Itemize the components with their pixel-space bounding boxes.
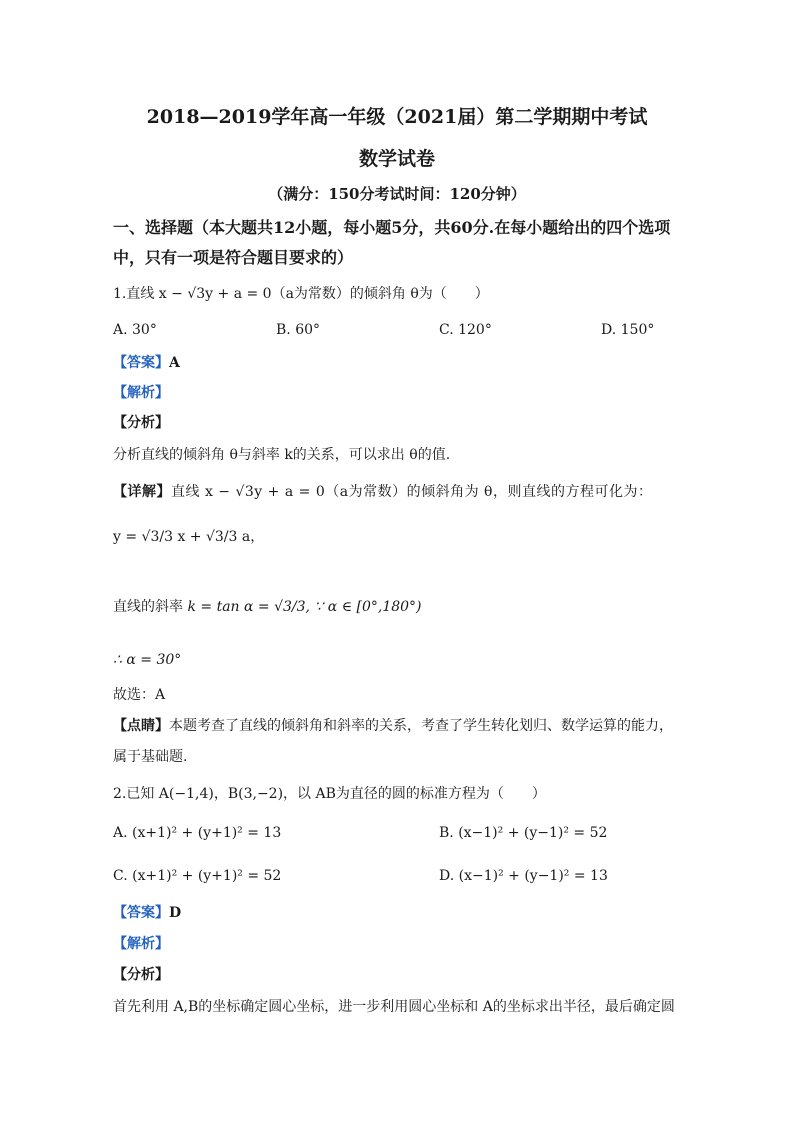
q1-option-c: C. 120° [439, 322, 492, 338]
answer-value: D [169, 905, 182, 921]
q2-stem: 2.已知 A(−1,4)，B(3,−2)，以 AB为直径的圆的标准方程为（ ） [113, 786, 546, 802]
q2-option-a: A. (x+1)² + (y+1)² = 13 [113, 825, 282, 841]
q2-option-c: C. (x+1)² + (y+1)² = 52 [113, 868, 282, 884]
q1-option-a: A. 30° [113, 322, 157, 338]
q1-jiexi-tag: 【解析】 [113, 385, 169, 401]
q1-dianjing-line2: 属于基础题. [113, 749, 188, 765]
section-heading-line1: 一、选择题（本大题共12小题，每小题5分，共60分.在每小题给出的四个选项 [113, 218, 671, 237]
q1-option-d: D. 150° [601, 322, 655, 338]
q2-jiexi-tag: 【解析】 [113, 936, 169, 952]
q2-fenxi-text: 首先利用 A,B的坐标确定圆心坐标，进一步利用圆心坐标和 A的坐标求出半径，最后确定圆 [113, 999, 675, 1015]
q1-fenxi-tag: 【分析】 [113, 415, 169, 431]
q2-option-d: D. (x−1)² + (y−1)² = 13 [439, 868, 608, 884]
dianjing-tag: 【点睛】 [113, 718, 169, 734]
q1-fenxi-text: 分析直线的倾斜角 θ与斜率 k的关系，可以求出 θ的值. [113, 447, 451, 463]
q2-answer [113, 906, 181, 920]
exam-meta: （满分：150分考试时间：120分钟） [268, 185, 526, 203]
exam-title: 2018—2019学年高一年级（2021届）第二学期期中考试 [146, 106, 648, 128]
detail-tag: 【详解】 [113, 484, 171, 500]
eq2-prefix: 直线的斜率 [113, 599, 183, 615]
q1-choose: 故选：A [113, 687, 166, 703]
answer-tag: 【答案】 [113, 905, 169, 921]
answer-tag: 【答案】 [113, 355, 169, 371]
q1-eq2 [113, 600, 422, 614]
q1-answer [113, 356, 180, 370]
q1-detail [113, 485, 652, 499]
q2-fenxi-tag: 【分析】 [113, 967, 169, 983]
q1-stem: 1.直线 x − √3y + a = 0（a为常数）的倾斜角 θ为（ ） [113, 286, 489, 302]
q1-option-b: B. 60° [276, 322, 321, 338]
dianjing-text: 本题考查了直线的倾斜角和斜率的关系，考查了学生转化划归、数学运算的能力， [169, 718, 673, 734]
q1-dianjing [113, 719, 673, 733]
eq2-formula: k = tan α = √3/3, ∵ α ∈ [0°,180°) [187, 599, 422, 615]
section-heading-line2: 中，只有一项是符合题目要求的） [113, 248, 354, 267]
detail-text: 直线 x − √3y + a = 0（a为常数）的倾斜角为 θ，则直线的方程可化为： [171, 484, 653, 500]
exam-subject: 数学试卷 [358, 148, 435, 170]
q2-option-b: B. (x−1)² + (y−1)² = 52 [439, 825, 608, 841]
answer-value: A [169, 355, 180, 371]
q1-eq3: ∴ α = 30° [113, 652, 182, 668]
q1-eq1: y = √3/3 x + √3/3 a， [113, 529, 265, 545]
